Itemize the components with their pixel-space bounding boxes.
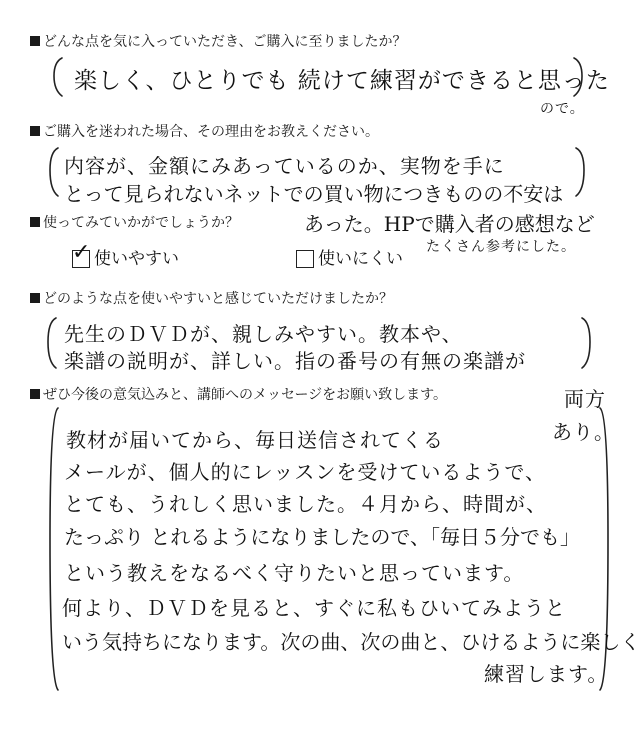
answer-2-line-2: とって見られないネットでの買い物につきものの不安は bbox=[64, 182, 564, 206]
answer-5-line-5: という教えをなるべく守りたいと思っています。 bbox=[64, 561, 525, 585]
answer-2-line-3: あった。HPで購入者の感想など bbox=[304, 212, 595, 236]
square-bullet-icon bbox=[30, 126, 40, 136]
question-3: 使ってみていかがでしょうか？ bbox=[30, 214, 239, 232]
square-bullet-icon bbox=[30, 293, 40, 303]
answer-2-line-4: たくさん参考にした。 bbox=[426, 239, 576, 255]
square-bullet-icon bbox=[30, 36, 40, 46]
answer4-left-bracket bbox=[48, 318, 56, 368]
option-hard-to-use: 使いにくい bbox=[318, 249, 403, 269]
square-bullet-icon bbox=[30, 389, 40, 399]
answer-1-line-1: 楽しく、ひとりでも 続けて練習ができると思った bbox=[74, 68, 610, 94]
answer2-left-bracket bbox=[50, 148, 58, 196]
question-5: ぜひ今後の意気込みと、講師へのメッセージをお願い致します。 bbox=[30, 386, 447, 404]
answer1-left-bracket bbox=[54, 58, 62, 96]
checkbox-hard-to-use[interactable] bbox=[296, 250, 314, 268]
question-2: ご購入を迷われた場合、その理由をお教えください。 bbox=[30, 123, 379, 141]
answer-5-line-1: 教材が届いてから、毎日送信されてくる bbox=[66, 428, 444, 452]
answer-5-line-4: たっぷり とれるようになりましたので、「毎日５分でも」 bbox=[64, 525, 580, 549]
answer-5-line-8: 練習します。 bbox=[484, 662, 609, 686]
answer-2-line-1: 内容が、金額にみあっているのか、実物を手に bbox=[64, 154, 505, 178]
answer-1-line-2: ので。 bbox=[540, 101, 585, 117]
answer-5-line-6: 何より、ＤＶＤを見ると、すぐに私もひいてみようと bbox=[62, 596, 566, 620]
check-mark-icon: ✓ bbox=[72, 240, 92, 265]
question-4: どのような点を使いやすいと感じていただけましたか？ bbox=[30, 290, 393, 308]
answer4-right-bracket bbox=[582, 318, 590, 368]
answer2-right-bracket bbox=[576, 148, 584, 196]
answer-5-line-7: いう気持ちになります。次の曲、次の曲と、ひけるように楽しく bbox=[62, 630, 641, 654]
option-easy-to-use: 使いやすい bbox=[94, 249, 179, 269]
answer-4-line-3: 両方 bbox=[564, 387, 606, 411]
answer-4-line-1: 先生のＤＶＤが、親しみやすい。教本や、 bbox=[64, 322, 463, 346]
answer-5-line-3: とても、うれしく思いました。４月から、時間が、 bbox=[64, 492, 547, 516]
question-1: どんな点を気に入っていただき、ご購入に至りましたか？ bbox=[30, 33, 406, 51]
answer-4-line-4: あり。 bbox=[552, 420, 615, 444]
answer-4-line-2: 楽譜の説明が、詳しい。指の番号の有無の楽譜が bbox=[64, 349, 526, 373]
square-bullet-icon bbox=[30, 217, 40, 227]
answer5-left-bracket bbox=[50, 408, 58, 690]
answer-5-line-2: メールが、個人的にレッスンを受けているようで、 bbox=[64, 460, 546, 484]
